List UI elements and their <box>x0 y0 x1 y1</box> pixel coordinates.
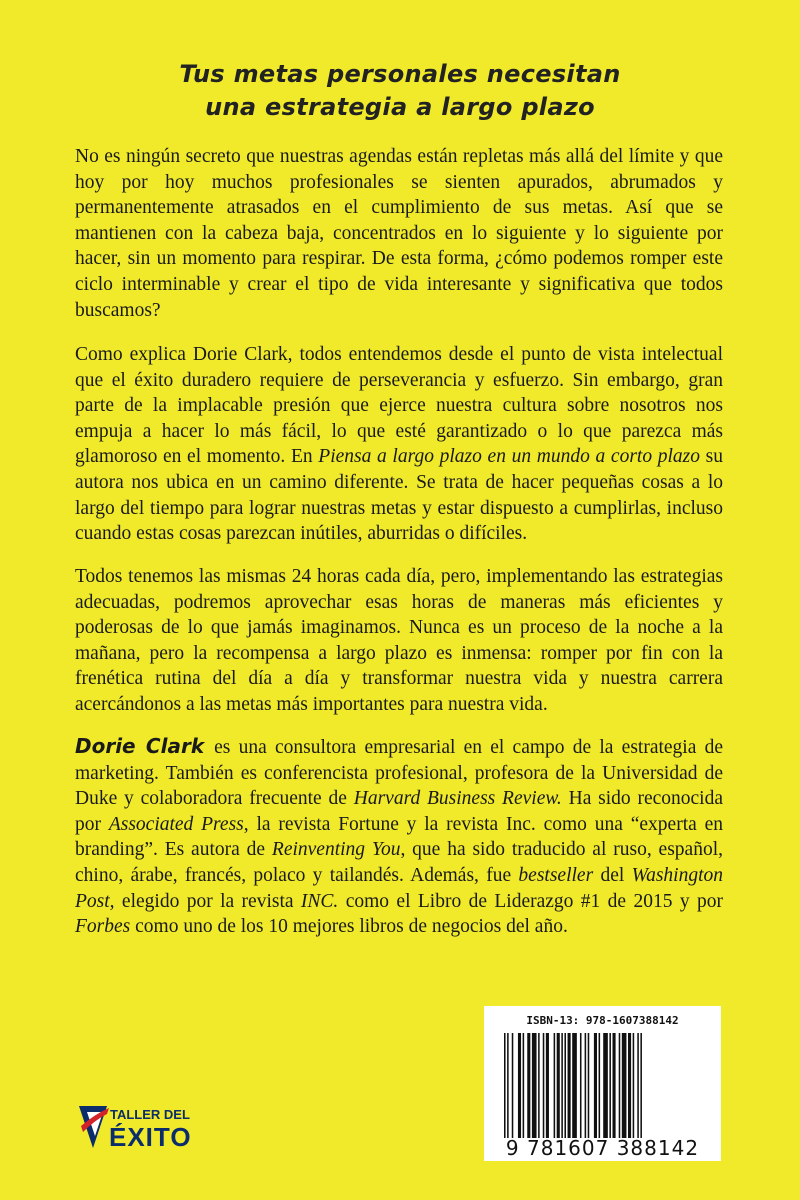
paragraph-author-explains <box>75 342 723 547</box>
bio-italic-6: INC. <box>300 890 339 912</box>
book-title-italic: Piensa a largo plazo en un mundo a corto plazo <box>318 446 700 468</box>
bio-text-6: elegido por la revista <box>114 890 301 912</box>
back-cover-title <box>0 58 800 124</box>
bio-text-1: es una consultora empresarial en el campo de la estrategia de marketing. También es conferencista profesional, profesora de la Universidad de Duke y colaboradora frecuente de <box>75 737 724 810</box>
publisher-name-line-1: TALLER DEL <box>110 1107 190 1122</box>
isbn-label: ISBN-13: 978-1607388142 <box>526 1014 679 1027</box>
publisher-name-line-2: ÉXITO <box>109 1122 192 1152</box>
bio-text-8: como uno de los 10 mejores libros de negocios del año. <box>130 916 568 938</box>
barcode-number: 9 781607 388142 <box>505 1136 700 1160</box>
bio-italic-4: bestseller <box>518 864 594 886</box>
author-name: Dorie Clark <box>75 734 205 758</box>
bio-text-7: como el Libro de Liderazgo #1 de 2015 y por <box>338 890 723 912</box>
bio-italic-1: Harvard Business Review. <box>353 788 562 810</box>
bio-text-4: , que ha sido traducido al ruso, español, chino, árabe, francés, polaco y tailandés. Además, fue <box>75 839 723 886</box>
bio-italic-2: Associated Press <box>108 813 244 835</box>
p2-text-a: Como explica Dorie Clark, todos entendemos desde el punto de vista intelectual que el éxito duradero requiere de perseverancia y esfuerzo. Sin embargo, gran parte de la implacable presión que ejerce nuestra cultura sobre nosotros nos empuja a hacer lo más fácil, lo que esté garantizado o lo que parezca más glamoroso en el momento. En <box>75 344 723 468</box>
bio-text-2: Ha sido reconocida por <box>75 788 724 835</box>
paragraph-intro: No es ningún secreto que nuestras agendas están repletas más allá del límite y que hoy por hoy muchos profesionales se sienten apurados, abrumados y permanentemente atrasados en el cumplimiento de sus metas. Así que se mantienen con la cabeza baja, concentrados en lo siguiente y lo siguiente por hacer, sin un momento para respirar. De esta forma, ¿cómo podemos romper este ciclo interminable y crear el tipo de vida interesante y significativa que todos buscamos? <box>75 146 723 321</box>
title-line-2: una estrategia a largo plazo <box>205 93 595 121</box>
bio-text-3: , la revista Fortune y la revista Inc. como una “experta en branding”. Es autora de <box>75 813 724 861</box>
title-line-1: Tus metas personales necesitan <box>179 60 621 88</box>
bio-italic-7: Forbes <box>75 916 131 938</box>
isbn-barcode <box>484 1006 721 1161</box>
bio-italic-5: Washington Post, <box>75 864 723 912</box>
bio-italic-3: Reinventing You <box>271 839 401 861</box>
bio-text-5: del <box>593 864 632 886</box>
barcode-bars-icon <box>504 1033 704 1138</box>
author-bio <box>75 734 723 940</box>
paragraph-24-hours: Todos tenemos las mismas 24 horas cada día, pero, implementando las estrategias adecuadas, podremos aprovechar esas horas de maneras más eficientes y poderosas de lo que jamás imaginamos. Nunca es un proceso de la noche a la mañana, pero la recompensa a largo plazo es inmensa: romper por fin con la frenética rutina del día a día y transformar nuestra vida y nuestra carrera acercándonos a las metas más importantes para nuestra vida. <box>75 566 723 715</box>
p2-text-b: su autora nos ubica en un camino diferente. Se trata de hacer pequeñas cosas a lo largo del tiempo para lograr nuestras metas y estar dispuesto a cumplirlas, incluso cuando estas cosas parezcan inútiles, aburridas o difíciles. <box>75 446 723 545</box>
